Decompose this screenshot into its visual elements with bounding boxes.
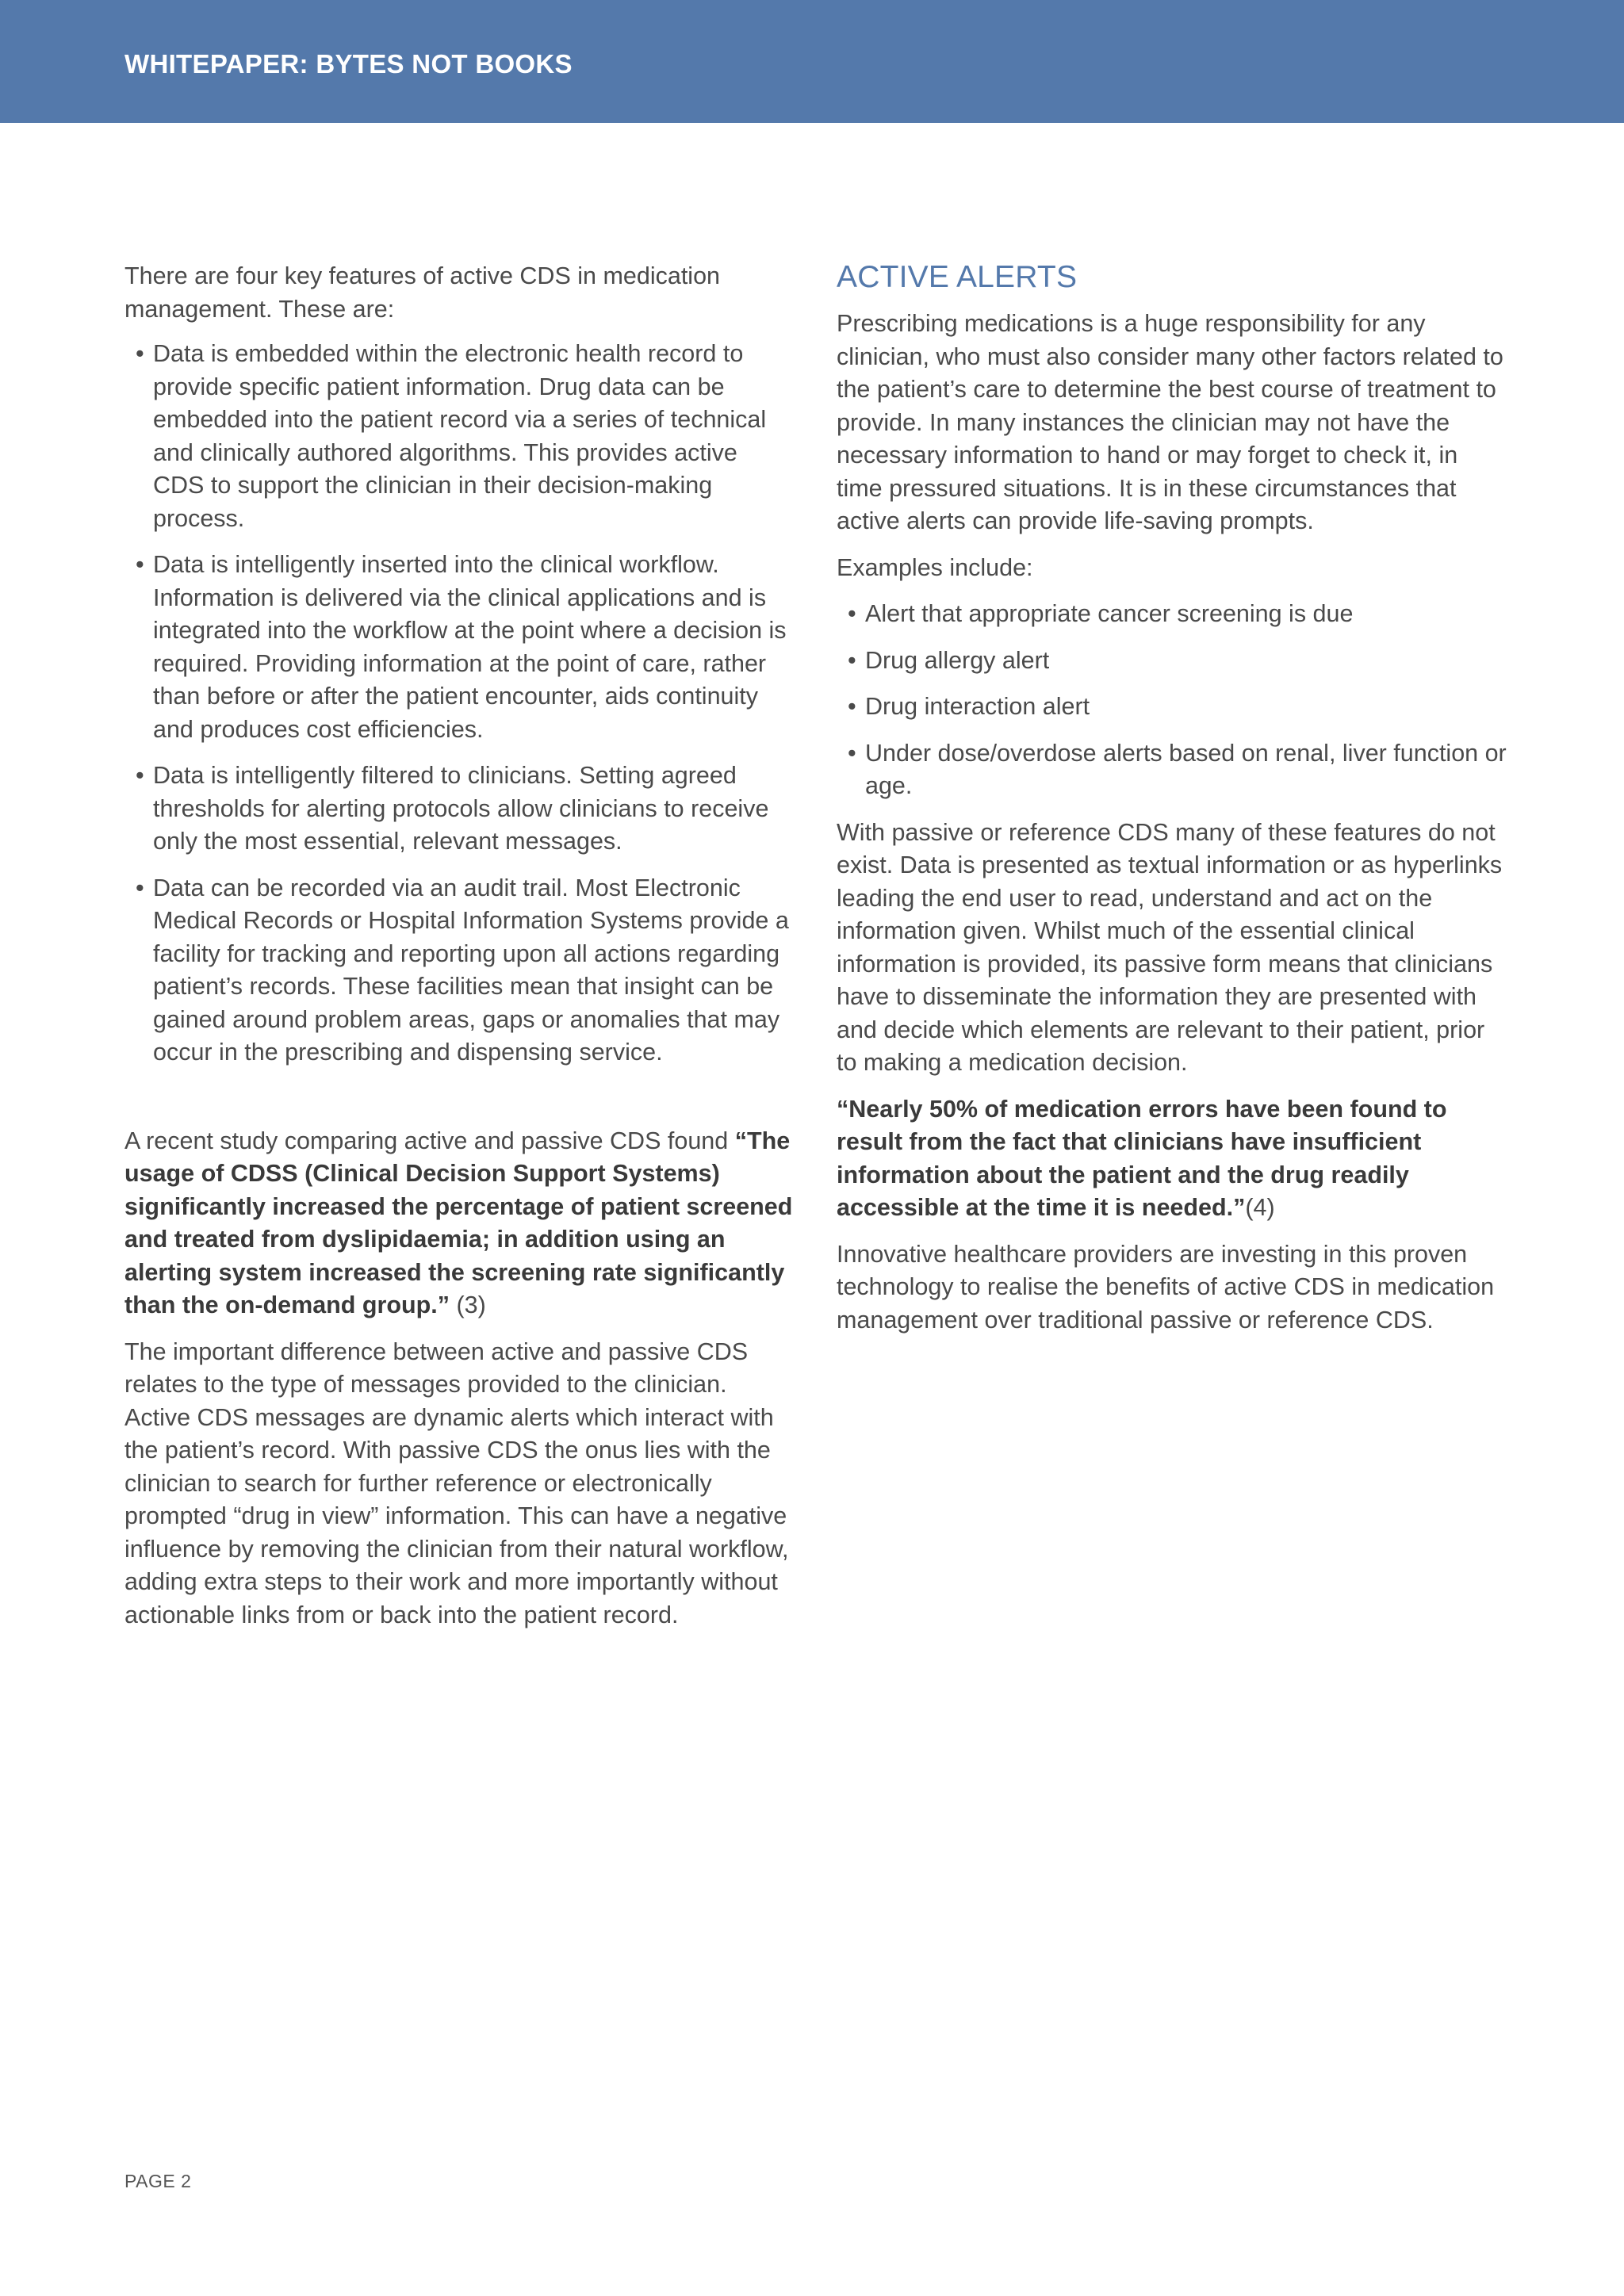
active-alerts-heading: ACTIVE ALERTS bbox=[837, 260, 1078, 294]
alerts-intro-paragraph: Prescribing medications is a huge responsibility for any clinician, who must also consider many other factors related to the patient’s care to determine the best course of treatment to provide. In many instances the clinician may not have the necessary information to hand or may forget to check it, in time pressured situations. It is in these circumstances that active alerts can provide life-saving prompts. bbox=[837, 310, 1503, 534]
example-item-cancer-screening: • Alert that appropriate cancer screening is due bbox=[837, 598, 1507, 631]
examples-label: Examples include: bbox=[837, 553, 1033, 581]
medication-errors-quote: “Nearly 50% of medication errors have been found to result from the fact that clinicians have insufficient information about the patient and the drug readily accessible at the time it is needed.” bbox=[837, 1095, 1447, 1221]
feature-item-embedded: • Data is embedded within the electronic health record to provide specific patient information. Drug data can be embedded into the patient record via a series of technical and clinically authored algorithms. This provides active CDS to support the clinician in their decision-making process. bbox=[124, 338, 795, 535]
quote-citation: (4) bbox=[1245, 1194, 1275, 1221]
document-title: WHITEPAPER: BYTES NOT BOOKS bbox=[124, 49, 573, 78]
feature-item-audit-trail: • Data can be recorded via an audit trail. Most Electronic Medical Records or Hospital Information Systems provide a facility for tracking and reporting upon all actions regarding patient’s records. These facilities mean that insight can be gained around problem areas, gaps or anomalies that may occur in the prescribing and dispensing service. bbox=[124, 872, 795, 1070]
medication-errors-quote-paragraph bbox=[837, 1093, 1507, 1225]
examples-list bbox=[837, 598, 1507, 803]
feature-item-filtered: • Data is intelligently filtered to clinicians. Setting agreed thresholds for alerting protocols allow clinicians to receive only the most essential, relevant messages. bbox=[124, 760, 795, 859]
section-spacer bbox=[124, 1083, 795, 1125]
features-intro: There are four key features of active CDS in medication management. These are: bbox=[124, 262, 720, 323]
feature-item-workflow: • Data is intelligently inserted into the clinical workflow. Information is delivered via the clinical applications and is integrated into the workflow at the point where a decision is required. Providing information at the point of care, rather than before or after the patient encounter, aids continuity and produces cost efficiencies. bbox=[124, 549, 795, 746]
header-band bbox=[0, 0, 1624, 123]
study-citation: (3) bbox=[450, 1292, 486, 1318]
study-paragraph bbox=[124, 1125, 795, 1322]
right-column bbox=[837, 260, 1507, 1350]
example-item-drug-interaction: • Drug interaction alert bbox=[837, 691, 1507, 724]
passive-cds-paragraph: With passive or reference CDS many of these features do not exist. Data is presented as textual information or as hyperlinks leading the end user to read, understand and act on the information given. Whilst much of the essential clinical information is provided, its passive form means that clinicians have to disseminate the information they are presented with and decide which elements are relevant to their patient, prior to making a medication decision. bbox=[837, 818, 1503, 1076]
study-lead: A recent study comparing active and passive CDS found bbox=[124, 1127, 735, 1154]
page-number: PAGE 2 bbox=[124, 2171, 192, 2191]
closing-paragraph: Innovative healthcare providers are investing in this proven technology to realise the benefits of active CDS in medication management over traditional passive or reference CDS. bbox=[837, 1240, 1495, 1334]
example-item-dose-alerts: • Under dose/overdose alerts based on renal, liver function or age. bbox=[837, 737, 1507, 803]
features-list bbox=[124, 338, 795, 1070]
difference-paragraph: The important difference between active and passive CDS relates to the type of messages provided to the clinician. Active CDS messages are dynamic alerts which interact with the patient’s record. With passive CDS the onus lies with the clinician to search for further reference or electronically prompted “drug in view” information. This can have a negative influence by removing the clinician from their natural workflow, adding extra steps to their work and more importantly without actionable links from or back into the patient record. bbox=[124, 1337, 789, 1628]
example-item-drug-allergy: • Drug allergy alert bbox=[837, 645, 1507, 678]
left-column bbox=[124, 260, 795, 1645]
study-quote: “The usage of CDSS (Clinical Decision Support Systems) significantly increased the percentage of patient screened and treated from dyslipidaemia; in addition using an alerting system increased the screening rate significantly than the on-demand group.” bbox=[124, 1127, 793, 1318]
